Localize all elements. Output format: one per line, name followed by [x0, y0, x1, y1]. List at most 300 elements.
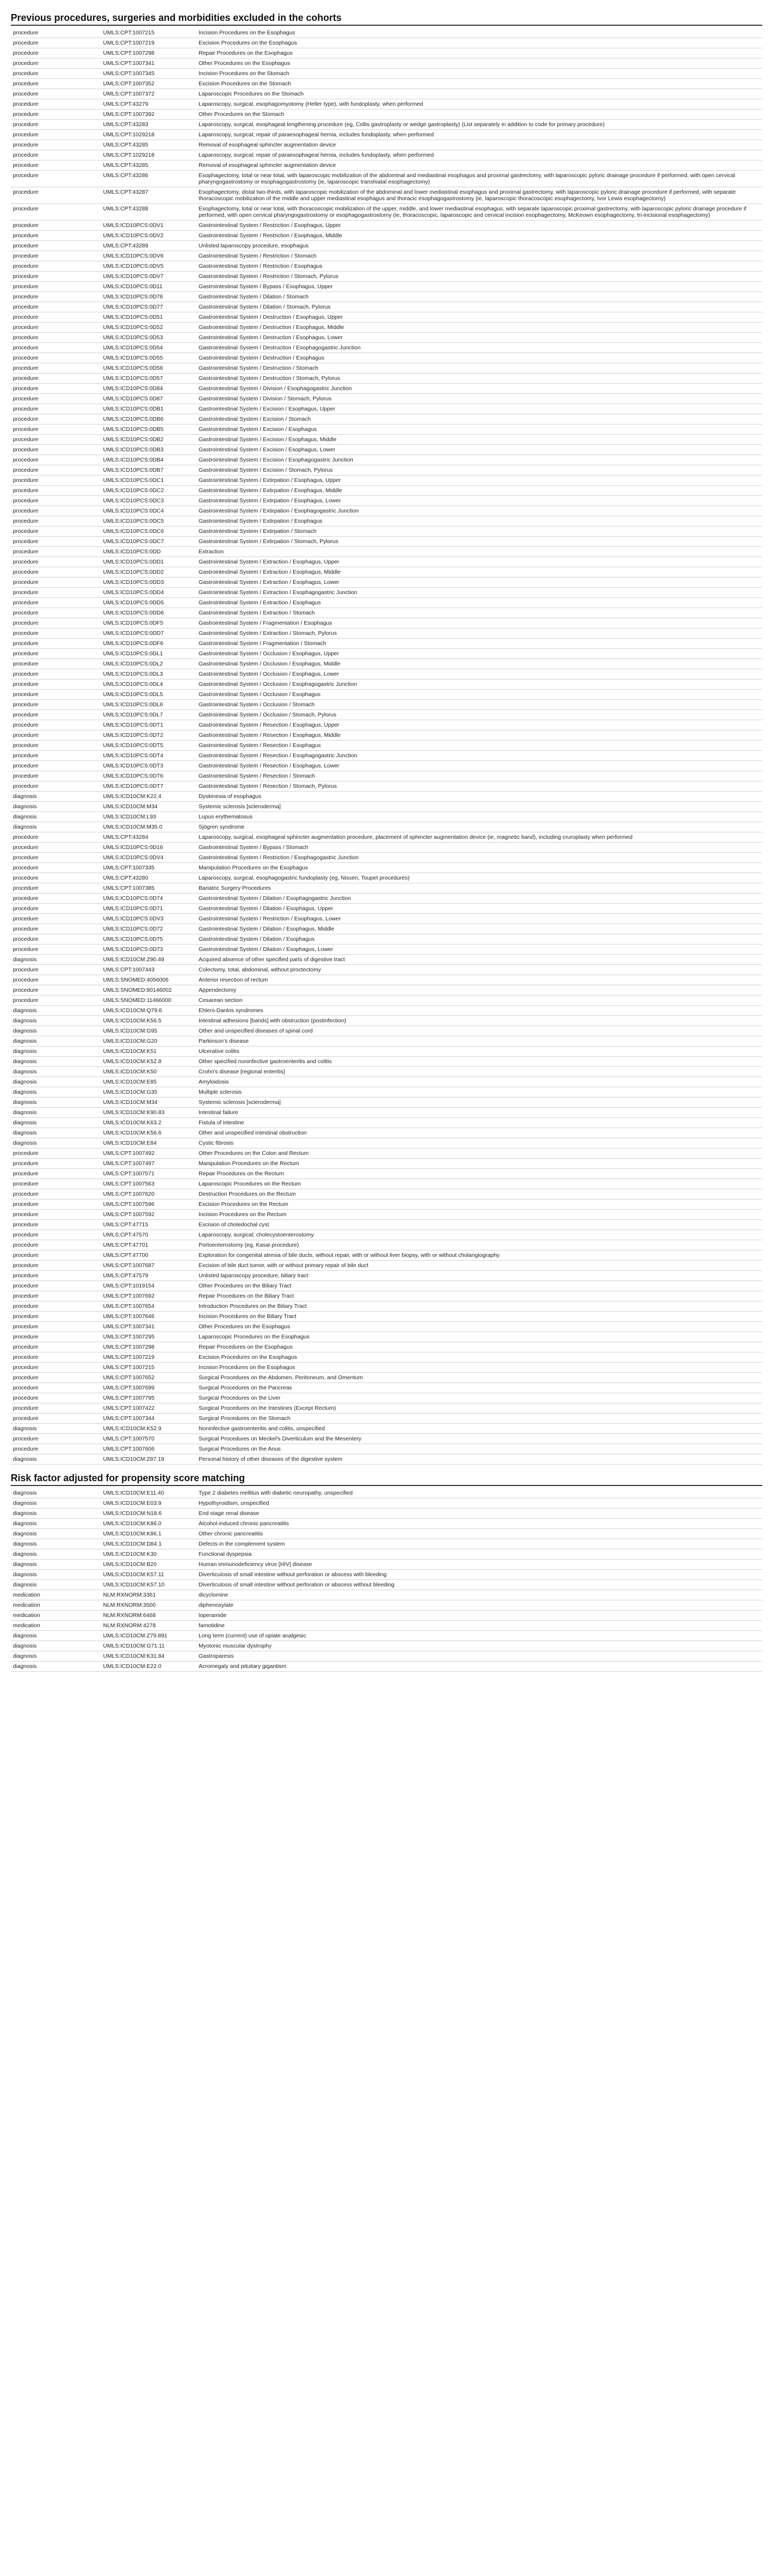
row-type: medication	[11, 1611, 101, 1621]
row-description: Ulcerative colitis	[196, 1046, 762, 1057]
row-type: procedure	[11, 140, 101, 150]
row-description: Gastrointestinal System / Extirpation / Stomach	[196, 526, 762, 537]
row-type: procedure	[11, 171, 101, 187]
row-code: UMLS:ICD10PCS:0DV7	[101, 272, 196, 282]
row-type: procedure	[11, 1281, 101, 1291]
row-description: Gastrointestinal System / Destruction / Esophagogastric Junction	[196, 343, 762, 353]
row-description: Hypothyroidism, unspecified	[196, 1498, 762, 1509]
row-description: Type 2 diabetes mellitus with diabetic neuropathy, unspecified	[196, 1488, 762, 1498]
row-type: procedure	[11, 741, 101, 751]
row-type: diagnosis	[11, 1006, 101, 1016]
row-code: UMLS:CPT:43289	[101, 241, 196, 251]
table-row	[11, 1138, 762, 1148]
row-code: UMLS:CPT:1007497	[101, 1159, 196, 1169]
table-row	[11, 965, 762, 975]
row-type: diagnosis	[11, 1138, 101, 1148]
table-row	[11, 455, 762, 465]
table-row	[11, 537, 762, 547]
table-row	[11, 894, 762, 904]
row-type: procedure	[11, 659, 101, 669]
row-code: UMLS:CPT:43279	[101, 99, 196, 109]
row-description: Crohn's disease [regional enteritis]	[196, 1067, 762, 1077]
row-description: Gastrointestinal System / Extirpation / Esophagus, Lower	[196, 496, 762, 506]
table-row	[11, 985, 762, 996]
row-code: UMLS:ICD10CM:G35	[101, 1087, 196, 1097]
row-code: UMLS:CPT:1007215	[101, 28, 196, 38]
table-row	[11, 1261, 762, 1271]
table-row	[11, 1342, 762, 1352]
row-description: Manipulation Procedures on the Rectum	[196, 1159, 762, 1169]
row-type: procedure	[11, 975, 101, 985]
row-description: Gastrointestinal System / Extraction / Esophagogastric Junction	[196, 588, 762, 598]
row-code: UMLS:ICD10PCS:0DB3	[101, 445, 196, 455]
table-row	[11, 863, 762, 873]
table-row	[11, 1414, 762, 1424]
table-row	[11, 1403, 762, 1414]
row-code: UMLS:ICD10CM:G71.11	[101, 1641, 196, 1651]
table-row	[11, 292, 762, 302]
row-description: Other Procedures on the Biliary Tract	[196, 1281, 762, 1291]
row-code: UMLS:ICD10CM:K30	[101, 1549, 196, 1560]
row-type: procedure	[11, 1332, 101, 1342]
row-type: procedure	[11, 38, 101, 48]
table-row	[11, 204, 762, 221]
table-row	[11, 1363, 762, 1373]
row-code: UMLS:ICD10PCS:0D55	[101, 353, 196, 363]
row-description: Gastrointestinal System / Dilation / Stomach, Pylorus	[196, 302, 762, 312]
row-description: Gastrointestinal System / Destruction / Esophagus, Upper	[196, 312, 762, 323]
row-code: NLM:RXNORM:3361	[101, 1590, 196, 1600]
row-type: procedure	[11, 639, 101, 649]
row-type: procedure	[11, 781, 101, 792]
row-type: diagnosis	[11, 1118, 101, 1128]
row-type: procedure	[11, 475, 101, 486]
row-description: Removal of esophageal sphincter augmentation device	[196, 160, 762, 171]
row-description: Myotonic muscular dystrophy	[196, 1641, 762, 1651]
table-row	[11, 312, 762, 323]
row-code: UMLS:ICD10PCS:0D84	[101, 384, 196, 394]
row-description: Introduction Procedures on the Biliary Tract	[196, 1301, 762, 1312]
row-description: Gastrointestinal System / Destruction / Esophagus, Lower	[196, 333, 762, 343]
table-row	[11, 700, 762, 710]
row-description: Gastrointestinal System / Restriction / Esophagus, Lower	[196, 914, 762, 924]
table-row	[11, 1352, 762, 1363]
row-description: Laparoscopy, surgical, esophagomyotomy (Heller type), with fundoplasty, when performed	[196, 99, 762, 109]
table-row	[11, 730, 762, 741]
row-type: procedure	[11, 1199, 101, 1210]
row-type: diagnosis	[11, 1046, 101, 1057]
row-code: UMLS:ICD10PCS:0DC7	[101, 537, 196, 547]
row-code: UMLS:ICD10PCS:0DC2	[101, 486, 196, 496]
row-code: UMLS:CPT:1007692	[101, 1291, 196, 1301]
row-description: Repair Procedures on the Rectum	[196, 1169, 762, 1179]
row-code: UMLS:ICD10CM:K52.8	[101, 1057, 196, 1067]
row-type: procedure	[11, 771, 101, 781]
row-type: procedure	[11, 1159, 101, 1169]
row-description: Manipulation Procedures on the Esophagus	[196, 863, 762, 873]
row-description: Multiple sclerosis	[196, 1087, 762, 1097]
row-description: Other specified noninfective gastroenteritis and colitis	[196, 1057, 762, 1067]
row-type: procedure	[11, 537, 101, 547]
table-row	[11, 363, 762, 374]
row-description: Gastrointestinal System / Restriction / Esophagus, Middle	[196, 231, 762, 241]
row-code: UMLS:ICD10PCS:0D51	[101, 312, 196, 323]
row-description: Appendectomy	[196, 985, 762, 996]
table-row	[11, 496, 762, 506]
table-row	[11, 1281, 762, 1291]
table-row	[11, 486, 762, 496]
risk-factor-table	[11, 1488, 762, 1672]
row-description: Surgical Procedures on the Liver	[196, 1393, 762, 1403]
row-type: procedure	[11, 873, 101, 883]
row-type: procedure	[11, 934, 101, 945]
row-type: diagnosis	[11, 1097, 101, 1108]
table-row	[11, 1128, 762, 1138]
row-type: diagnosis	[11, 1570, 101, 1580]
risk-factor-table-body	[11, 1488, 762, 1672]
row-type: procedure	[11, 894, 101, 904]
row-description: Gastrointestinal System / Resection / Esophagus, Upper	[196, 720, 762, 730]
row-description: Other Procedures on the Stomach	[196, 109, 762, 120]
table-row	[11, 1570, 762, 1580]
row-code: UMLS:ICD10PCS:0DL4	[101, 679, 196, 690]
row-type: procedure	[11, 904, 101, 914]
row-description: Gastrointestinal System / Extirpation / Esophagogastric Junction	[196, 506, 762, 516]
row-code: UMLS:CPT:47700	[101, 1250, 196, 1261]
row-type: procedure	[11, 1383, 101, 1393]
row-description: Gastrointestinal System / Restriction / Esophagogastric Junction	[196, 853, 762, 863]
row-code: UMLS:ICD10PCS:0DT6	[101, 771, 196, 781]
table-row	[11, 1087, 762, 1097]
row-type: diagnosis	[11, 1651, 101, 1662]
table-row	[11, 140, 762, 150]
row-description: Functional dyspepsia	[196, 1549, 762, 1560]
table-row	[11, 761, 762, 771]
table-row	[11, 873, 762, 883]
row-code: UMLS:SNOMED:4056006	[101, 975, 196, 985]
table-row	[11, 812, 762, 822]
table-row	[11, 996, 762, 1006]
table-row	[11, 58, 762, 69]
row-code: UMLS:CPT:1007341	[101, 58, 196, 69]
row-type: procedure	[11, 425, 101, 435]
row-type: procedure	[11, 1169, 101, 1179]
row-type: procedure	[11, 853, 101, 863]
row-code: UMLS:CPT:1007392	[101, 109, 196, 120]
table-row	[11, 710, 762, 720]
row-type: diagnosis	[11, 1519, 101, 1529]
row-description: Unlisted laparoscopy procedure, esophagus	[196, 241, 762, 251]
row-description: Gastrointestinal System / Dilation / Esophagus	[196, 934, 762, 945]
table-row	[11, 955, 762, 965]
row-type: diagnosis	[11, 792, 101, 802]
row-type: diagnosis	[11, 955, 101, 965]
table-row	[11, 1444, 762, 1454]
row-description: Incision Procedures on the Esophagus	[196, 1363, 762, 1373]
row-description: Gastrointestinal System / Destruction / Stomach, Pylorus	[196, 374, 762, 384]
row-code: NLM:RXNORM:4278	[101, 1621, 196, 1631]
row-description: Destruction Procedures on the Rectum	[196, 1189, 762, 1199]
table-row	[11, 187, 762, 204]
row-description: Gastrointestinal System / Excision / Esophagus, Lower	[196, 445, 762, 455]
row-description: Gastrointestinal System / Restriction / Stomach, Pylorus	[196, 272, 762, 282]
row-description: Laparoscopic Procedures on the Stomach	[196, 89, 762, 99]
row-code: UMLS:ICD10PCS:0D16	[101, 843, 196, 853]
row-description: Repair Procedures on the Esophagus	[196, 1342, 762, 1352]
row-type: procedure	[11, 996, 101, 1006]
row-code: UMLS:ICD10PCS:0DL3	[101, 669, 196, 679]
row-code: UMLS:ICD10PCS:0DB6	[101, 414, 196, 425]
row-description: Long term (current) use of opiate analgesic	[196, 1631, 762, 1641]
row-code: UMLS:ICD10CM:G95	[101, 1026, 196, 1036]
row-type: procedure	[11, 914, 101, 924]
row-description: Laparoscopic Procedures on the Rectum	[196, 1179, 762, 1189]
row-code: UMLS:ICD10CM:K57.10	[101, 1580, 196, 1590]
section-title-excluded: Previous procedures, surgeries and morbidities excluded in the cohorts	[11, 12, 762, 26]
row-code: UMLS:CPT:1007385	[101, 883, 196, 894]
row-type: procedure	[11, 1403, 101, 1414]
table-row	[11, 48, 762, 58]
row-type: procedure	[11, 1230, 101, 1240]
row-description: Repair Procedures on the Biliary Tract	[196, 1291, 762, 1301]
row-type: procedure	[11, 506, 101, 516]
row-type: procedure	[11, 883, 101, 894]
row-description: Gastrointestinal System / Division / Stomach, Pylorus	[196, 394, 762, 404]
row-description: Gastrointestinal System / Resection / Esophagogastric Junction	[196, 751, 762, 761]
table-row	[11, 1322, 762, 1332]
row-code: UMLS:ICD10PCS:0D57	[101, 374, 196, 384]
table-row	[11, 1509, 762, 1519]
table-row	[11, 1383, 762, 1393]
row-description: loperamide	[196, 1611, 762, 1621]
table-row	[11, 28, 762, 38]
row-code: UMLS:CPT:47579	[101, 1271, 196, 1281]
row-code: UMLS:CPT:1007443	[101, 965, 196, 975]
row-code: UMLS:CPT:43285	[101, 140, 196, 150]
table-row	[11, 1118, 762, 1128]
table-row	[11, 822, 762, 832]
row-description: Gastrointestinal System / Excision / Esophagus, Middle	[196, 435, 762, 445]
row-type: medication	[11, 1621, 101, 1631]
table-row	[11, 1611, 762, 1621]
table-row	[11, 150, 762, 160]
row-type: procedure	[11, 445, 101, 455]
table-row	[11, 1148, 762, 1159]
row-description: Sjögren syndrome	[196, 822, 762, 832]
row-type: diagnosis	[11, 1549, 101, 1560]
row-code: UMLS:ICD10PCS:0DF6	[101, 639, 196, 649]
table-row	[11, 639, 762, 649]
row-type: procedure	[11, 1271, 101, 1281]
row-type: diagnosis	[11, 1529, 101, 1539]
row-type: procedure	[11, 1342, 101, 1352]
row-type: procedure	[11, 557, 101, 567]
table-row	[11, 1424, 762, 1434]
row-code: UMLS:ICD10CM:D84.1	[101, 1539, 196, 1549]
table-row	[11, 975, 762, 985]
row-description: Anterior resection of rectum	[196, 975, 762, 985]
row-description: Gastrointestinal System / Occlusion / Esophagus, Lower	[196, 669, 762, 679]
row-description: Intestinal adhesions [bands] with obstruction (postinfection)	[196, 1016, 762, 1026]
row-code: UMLS:ICD10PCS:0DL5	[101, 690, 196, 700]
table-row	[11, 547, 762, 557]
row-description: Surgical Procedures on the Abdomen, Peritoneum, and Omentum	[196, 1373, 762, 1383]
table-row	[11, 792, 762, 802]
row-description: Surgical Procedures on the Anus	[196, 1444, 762, 1454]
table-row	[11, 679, 762, 690]
row-code: UMLS:ICD10CM:Z87.19	[101, 1454, 196, 1465]
row-description: Gastrointestinal System / Resection / Esophagus, Middle	[196, 730, 762, 741]
row-code: UMLS:ICD10PCS:0DV1	[101, 221, 196, 231]
row-type: procedure	[11, 567, 101, 577]
row-code: UMLS:ICD10PCS:0DF5	[101, 618, 196, 628]
row-type: procedure	[11, 710, 101, 720]
row-code: UMLS:ICD10PCS:0DT2	[101, 730, 196, 741]
table-row	[11, 1271, 762, 1281]
row-code: UMLS:ICD10PCS:0DB2	[101, 435, 196, 445]
row-code: UMLS:CPT:1019154	[101, 1281, 196, 1291]
table-row	[11, 1560, 762, 1570]
row-type: diagnosis	[11, 1128, 101, 1138]
row-description: Personal history of other diseases of the digestive system	[196, 1454, 762, 1465]
row-type: procedure	[11, 261, 101, 272]
row-description: Diverticulosis of small intestine without perforation or abscess with bleeding	[196, 1570, 762, 1580]
row-code: UMLS:CPT:1007295	[101, 1332, 196, 1342]
row-description: Laparoscopy, surgical, esophageal sphincter augmentation procedure, placement of sphincter augmentation device (ie, magnetic band), including cruroplasty when performed	[196, 832, 762, 843]
table-row	[11, 1036, 762, 1046]
row-type: procedure	[11, 58, 101, 69]
row-code: UMLS:ICD10PCS:0D76	[101, 292, 196, 302]
row-type: procedure	[11, 187, 101, 204]
row-description: Gastrointestinal System / Occlusion / Esophagus	[196, 690, 762, 700]
table-row	[11, 1077, 762, 1087]
row-description: Gastrointestinal System / Dilation / Stomach	[196, 292, 762, 302]
row-type: procedure	[11, 1220, 101, 1230]
row-code: UMLS:ICD10PCS:0D53	[101, 333, 196, 343]
table-row	[11, 1301, 762, 1312]
row-type: procedure	[11, 89, 101, 99]
row-type: procedure	[11, 1148, 101, 1159]
table-row	[11, 1631, 762, 1641]
row-description: Amyloidosis	[196, 1077, 762, 1087]
row-type: procedure	[11, 863, 101, 873]
table-row	[11, 1097, 762, 1108]
row-type: procedure	[11, 109, 101, 120]
row-description: Gastrointestinal System / Destruction / Esophagus	[196, 353, 762, 363]
table-row	[11, 1291, 762, 1301]
table-row	[11, 109, 762, 120]
row-description: famotidine	[196, 1621, 762, 1631]
table-row	[11, 1240, 762, 1250]
row-code: UMLS:CPT:1007795	[101, 1393, 196, 1403]
table-row	[11, 1539, 762, 1549]
row-code: UMLS:ICD10PCS:0DD7	[101, 628, 196, 639]
row-code: UMLS:ICD10PCS:0DC5	[101, 516, 196, 526]
row-code: UMLS:ICD10CM:N18.6	[101, 1509, 196, 1519]
row-type: procedure	[11, 496, 101, 506]
row-type: procedure	[11, 649, 101, 659]
table-row	[11, 120, 762, 130]
row-description: Gastrointestinal System / Fragmentation / Stomach	[196, 639, 762, 649]
table-row	[11, 89, 762, 99]
row-type: procedure	[11, 302, 101, 312]
row-code: UMLS:CPT:1007298	[101, 1342, 196, 1352]
table-row	[11, 302, 762, 312]
row-description: Other chronic pancreatitis	[196, 1529, 762, 1539]
row-type: diagnosis	[11, 1454, 101, 1465]
row-description: Gastrointestinal System / Extraction / Esophagus, Upper	[196, 557, 762, 567]
row-code: UMLS:ICD10PCS:0DC6	[101, 526, 196, 537]
row-code: UMLS:CPT:43285	[101, 160, 196, 171]
row-code: UMLS:ICD10PCS:0DD1	[101, 557, 196, 567]
row-code: UMLS:ICD10PCS:0DC4	[101, 506, 196, 516]
table-row	[11, 171, 762, 187]
row-type: procedure	[11, 679, 101, 690]
table-row	[11, 516, 762, 526]
table-row	[11, 1434, 762, 1444]
row-code: UMLS:ICD10PCS:0DD6	[101, 608, 196, 618]
row-code: UMLS:ICD10CM:K86.1	[101, 1529, 196, 1539]
row-type: procedure	[11, 608, 101, 618]
row-description: Excision Procedures on the Stomach	[196, 79, 762, 89]
row-description: Colectomy, total, abdominal, without proctectomy	[196, 965, 762, 975]
row-type: procedure	[11, 435, 101, 445]
row-description: Gastrointestinal System / Extirpation / Esophagus, Middle	[196, 486, 762, 496]
row-description: Gastrointestinal System / Resection / Stomach, Pylorus	[196, 781, 762, 792]
row-code: UMLS:ICD10PCS:0DC3	[101, 496, 196, 506]
table-row	[11, 904, 762, 914]
row-type: procedure	[11, 843, 101, 853]
row-type: procedure	[11, 221, 101, 231]
table-row	[11, 1210, 762, 1220]
row-description: Esophagectomy, total or near total, with thoracoscopic mobilization of the upper, middle, and lower mediastinal esophagus, with separate laparoscopic proximal gastrectomy, with laparoscopic pyloric drainage procedure if performed, with open cervical pharyngogastrostomy or esophagogastrostomy (ie, thoracoscopic, laparoscopic and cervical incision esophagectomy, McKeown esophagectomy, tri-incisional esophagectomy)	[196, 204, 762, 221]
row-type: procedure	[11, 120, 101, 130]
row-code: UMLS:ICD10PCS:0DL2	[101, 659, 196, 669]
row-type: procedure	[11, 1261, 101, 1271]
row-type: diagnosis	[11, 1509, 101, 1519]
row-description: Gastrointestinal System / Destruction / Esophagus, Middle	[196, 323, 762, 333]
table-row	[11, 567, 762, 577]
row-description: Incision Procedures on the Rectum	[196, 1210, 762, 1220]
row-code: UMLS:ICD10CM:K56.5	[101, 1016, 196, 1026]
table-row	[11, 231, 762, 241]
row-code: UMLS:ICD10PCS:0DD3	[101, 577, 196, 588]
table-row	[11, 1580, 762, 1590]
row-code: UMLS:ICD10PCS:0D77	[101, 302, 196, 312]
row-description: Fistula of intestine	[196, 1118, 762, 1128]
table-row	[11, 526, 762, 537]
row-description: Gastrointestinal System / Occlusion / Stomach, Pylorus	[196, 710, 762, 720]
row-code: UMLS:ICD10CM:K90.83	[101, 1108, 196, 1118]
row-type: diagnosis	[11, 1067, 101, 1077]
row-type: procedure	[11, 1352, 101, 1363]
row-type: procedure	[11, 455, 101, 465]
row-description: Human immunodeficiency virus [HIV] disease	[196, 1560, 762, 1570]
row-code: UMLS:CPT:1007646	[101, 1312, 196, 1322]
row-type: procedure	[11, 363, 101, 374]
row-code: UMLS:ICD10CM:K51	[101, 1046, 196, 1057]
table-row	[11, 1454, 762, 1465]
table-row	[11, 1312, 762, 1322]
row-code: UMLS:ICD10CM:K86.0	[101, 1519, 196, 1529]
row-type: procedure	[11, 985, 101, 996]
table-row	[11, 343, 762, 353]
row-code: UMLS:CPT:1007699	[101, 1383, 196, 1393]
table-row	[11, 853, 762, 863]
row-code: UMLS:CPT:1007606	[101, 1444, 196, 1454]
row-description: Excision Procedures on the Esophagus	[196, 38, 762, 48]
row-description: Diverticulosis of small intestine without perforation or abscess without bleeding	[196, 1580, 762, 1590]
